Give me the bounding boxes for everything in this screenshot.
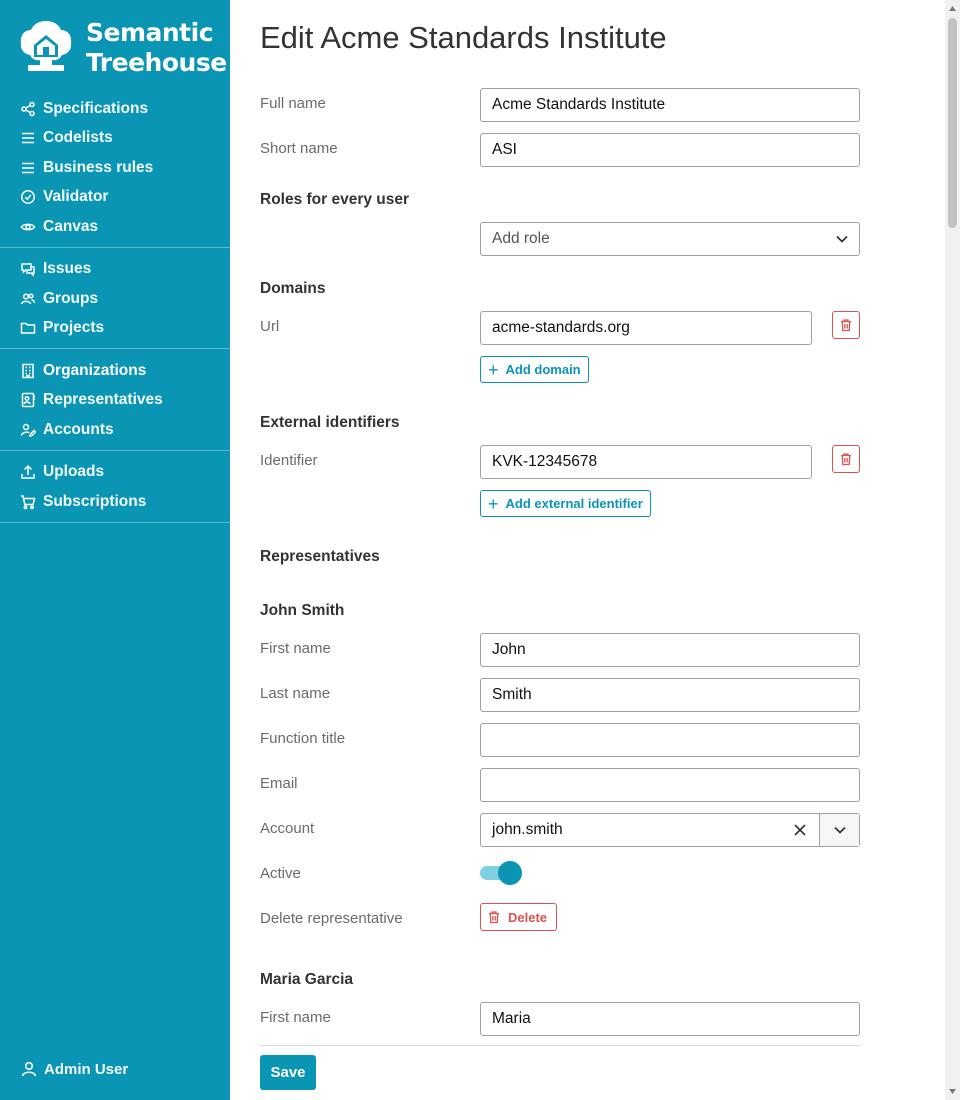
share-icon (20, 101, 36, 117)
account-value: john.smith (492, 821, 563, 838)
sidebar-item-business-rules[interactable] (0, 153, 230, 183)
account-label: Account (260, 820, 315, 837)
function-title-label: Function title (260, 730, 346, 747)
add-domain-label: Add domain (505, 362, 581, 377)
short-name-label: Short name (260, 140, 338, 157)
sidebar-item-label: Validator (43, 188, 109, 206)
sidebar-item-label: Specifications (43, 99, 149, 117)
nav-group-system (0, 458, 230, 523)
check-circle-icon (20, 189, 36, 205)
nav-group-content (0, 94, 230, 248)
app-name-line2: Treehouse (86, 48, 227, 77)
contact-icon (20, 392, 36, 408)
trash-icon (487, 910, 501, 924)
first-name-input[interactable] (480, 1002, 860, 1036)
scroll-thumb[interactable] (948, 18, 957, 228)
email-label: Email (260, 775, 298, 792)
list-icon (20, 160, 36, 176)
last-name-label: Last name (260, 685, 331, 702)
user-menu[interactable] (20, 1060, 128, 1078)
identifier-label: Identifier (260, 452, 318, 469)
sidebar (0, 0, 230, 1100)
sidebar-item-label: Issues (43, 260, 92, 278)
sidebar-item-label: Organizations (43, 361, 147, 379)
app-name-line1: Semantic (86, 18, 214, 47)
delete-representative-label: Delete representative (260, 910, 403, 927)
email-input[interactable] (480, 768, 860, 802)
representatives-heading: Representatives (260, 548, 380, 565)
add-role-placeholder: Add role (492, 230, 550, 247)
folder-icon (20, 320, 36, 336)
account-select[interactable] (480, 813, 860, 847)
scrollbar[interactable] (945, 0, 960, 1100)
first-name-label: First name (260, 1009, 331, 1026)
sidebar-item-canvas[interactable] (0, 212, 230, 242)
plus-icon: + (488, 359, 499, 380)
representative-name: John Smith (260, 602, 345, 619)
user-name: Admin User (44, 1060, 129, 1078)
account-dropdown-toggle[interactable] (819, 814, 859, 846)
sidebar-item-validator[interactable] (0, 183, 230, 213)
representative-name: Maria Garcia (260, 971, 354, 988)
scroll-up-arrow-icon[interactable] (948, 4, 957, 13)
save-button[interactable]: Save (260, 1055, 316, 1090)
app-name (86, 18, 227, 78)
first-name-label: First name (260, 640, 331, 657)
trash-icon (839, 452, 853, 466)
plus-icon: + (488, 493, 499, 514)
nav-group-collaboration (0, 255, 230, 350)
list-icon (20, 130, 36, 146)
sidebar-item-label: Projects (43, 319, 105, 337)
sidebar-item-label: Codelists (43, 129, 113, 147)
add-role-select[interactable] (480, 222, 860, 256)
active-toggle[interactable] (480, 861, 522, 885)
delete-button-label: Delete (508, 909, 548, 925)
roles-heading: Roles for every user (260, 191, 410, 208)
add-domain-button[interactable] (480, 356, 589, 383)
chat-icon (20, 261, 36, 277)
delete-representative-button[interactable] (480, 903, 557, 931)
sidebar-item-label: Subscriptions (43, 492, 147, 510)
upload-icon (20, 464, 36, 480)
sidebar-item-label: Representatives (43, 391, 163, 409)
full-name-label: Full name (260, 95, 326, 112)
full-name-input[interactable] (480, 88, 860, 122)
sidebar-item-projects[interactable] (0, 314, 230, 344)
users-icon (20, 291, 36, 307)
eye-icon (20, 219, 36, 235)
sidebar-item-label: Business rules (43, 158, 154, 176)
add-external-identifier-button[interactable] (480, 490, 651, 517)
trash-icon (839, 318, 853, 332)
sidebar-item-issues[interactable] (0, 255, 230, 285)
sidebar-item-uploads[interactable] (0, 458, 230, 488)
user-edit-icon (20, 422, 36, 438)
app-logo[interactable] (18, 18, 227, 78)
close-icon[interactable] (793, 823, 807, 837)
sidebar-item-label: Uploads (43, 463, 105, 481)
add-external-identifier-label: Add external identifier (505, 496, 643, 511)
delete-domain-button[interactable] (832, 311, 860, 339)
user-icon (20, 1060, 38, 1078)
form-footer-divider (260, 1045, 860, 1046)
function-title-input[interactable] (480, 723, 860, 757)
domains-heading: Domains (260, 280, 326, 297)
sidebar-item-label: Canvas (43, 217, 99, 235)
sidebar-item-accounts[interactable] (0, 415, 230, 445)
sidebar-item-codelists[interactable] (0, 124, 230, 154)
external-identifiers-heading: External identifiers (260, 414, 400, 431)
nav-group-admin (0, 356, 230, 451)
active-label: Active (260, 865, 301, 882)
treehouse-logo-icon (18, 19, 74, 77)
identifier-input[interactable] (480, 445, 812, 479)
sidebar-item-specifications[interactable] (0, 94, 230, 124)
short-name-input[interactable] (480, 133, 860, 167)
toggle-knob (498, 861, 522, 885)
scroll-down-arrow-icon[interactable] (948, 1087, 957, 1096)
sidebar-item-label: Groups (43, 289, 99, 307)
url-label: Url (260, 318, 280, 335)
last-name-input[interactable] (480, 678, 860, 712)
page-title: Edit Acme Standards Institute (260, 20, 667, 55)
sidebar-nav (0, 94, 230, 530)
building-icon (20, 363, 36, 379)
sidebar-item-label: Accounts (43, 420, 114, 438)
sidebar-item-groups[interactable] (0, 284, 230, 314)
cart-icon (20, 494, 36, 510)
chevron-down-icon (835, 232, 849, 246)
url-input[interactable] (480, 311, 812, 345)
first-name-input[interactable] (480, 633, 860, 667)
chevron-down-icon (833, 823, 847, 837)
sidebar-item-representatives[interactable] (0, 386, 230, 416)
sidebar-item-subscriptions[interactable] (0, 487, 230, 517)
delete-identifier-button[interactable] (832, 445, 860, 473)
sidebar-item-organizations[interactable] (0, 356, 230, 386)
